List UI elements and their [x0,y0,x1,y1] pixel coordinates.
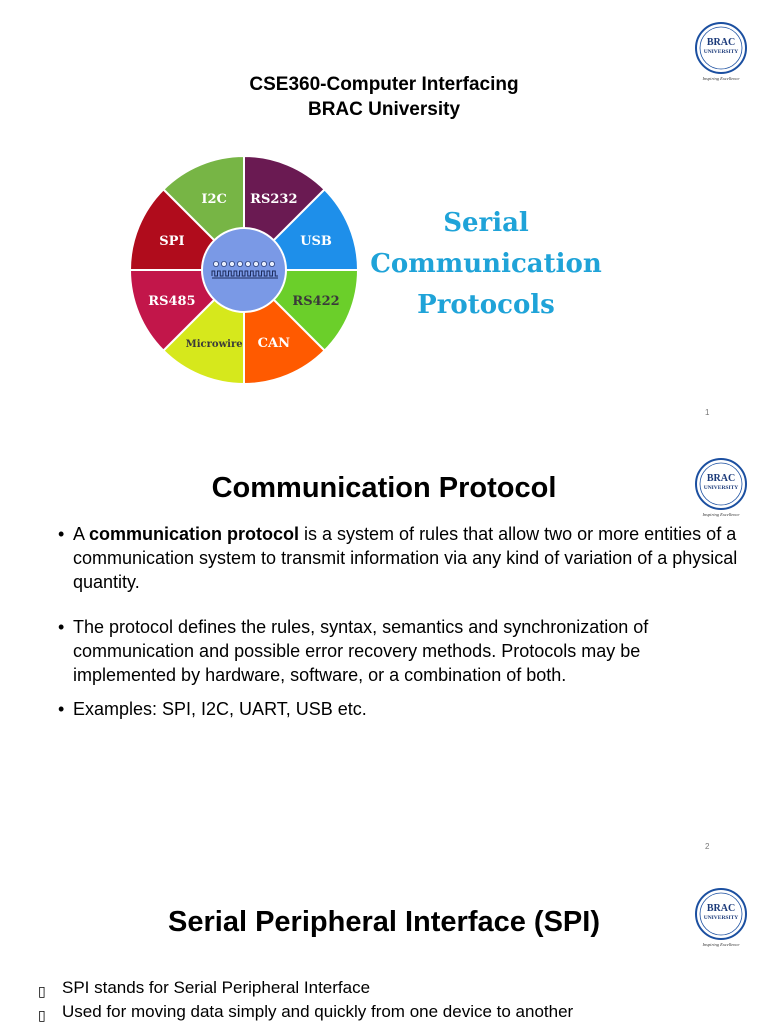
svg-text:UNIVERSITY: UNIVERSITY [703,49,739,55]
course-title [0,72,768,122]
slide-heading: Communication Protocol [211,472,557,504]
missing-glyph-icon: ▯ [38,1007,46,1023]
wheel-label-rs232: RS232 [250,191,298,207]
slide-communication-protocol [0,432,768,862]
svg-text:Inspiring Excellence: Inspiring Excellence [702,76,740,81]
wheel-label-microwire: Microwire [185,339,243,351]
bullet-item: • The protocol defines the rules, syntax, semantics and synchronization of communication and possible error recovery methods. Protocols may be implemented by hardware, software, or a combination of both. [58,617,649,685]
university-name: BRAC University [307,99,461,120]
bullet-list [58,522,738,721]
bullet-item: • Examples: SPI, I2C, UART, USB etc. [58,699,367,719]
svg-text:BRAC: BRAC [706,37,736,48]
bold-term: communication protocol [89,524,300,544]
slide-title [0,0,768,432]
wheel-center [202,228,286,312]
page-number: 1 [705,408,710,417]
course-name: CSE360-Computer Interfacing [249,74,519,95]
wheel-label-rs422: RS422 [292,293,340,309]
spi-bullet-list [38,976,758,1024]
list-item: ▯ SPI stands for Serial Peripheral Interface [38,976,758,1000]
page-number: 2 [705,842,710,851]
wheel-label-usb: USB [300,234,332,250]
wheel-label-rs485: RS485 [148,293,196,309]
svg-text:UNIVERSITY: UNIVERSITY [703,915,739,921]
wheel-label-i2c: I2C [201,191,227,207]
slide-spi [0,862,768,1024]
list-item: ▯ Used for moving data simply and quickly from one device to another [38,1000,758,1024]
svg-text:UNIVERSITY: UNIVERSITY [703,485,739,491]
protocol-wheel-diagram [128,154,360,386]
serial-protocols-title [360,203,612,326]
wheel-label-spi: SPI [159,234,185,250]
missing-glyph-icon: ▯ [38,983,46,999]
svg-text:Inspiring Excellence: Inspiring Excellence [702,512,740,517]
svg-text:BRAC: BRAC [706,473,736,484]
serial-title-line3: Protocols [417,290,555,320]
serial-title-line2: Communication [370,249,602,279]
svg-text:Inspiring Excellence: Inspiring Excellence [702,942,740,947]
wheel-label-can: CAN [257,336,291,352]
serial-title-line1: Serial [443,208,529,238]
slide-heading: Serial Peripheral Interface (SPI) [168,906,600,938]
bullet-item: • A communication protocol is a system of rules that allow two or more entities of a communication system to transmit information via any kind of variation of a physical quantity. [58,524,738,592]
svg-text:BRAC: BRAC [706,903,736,914]
